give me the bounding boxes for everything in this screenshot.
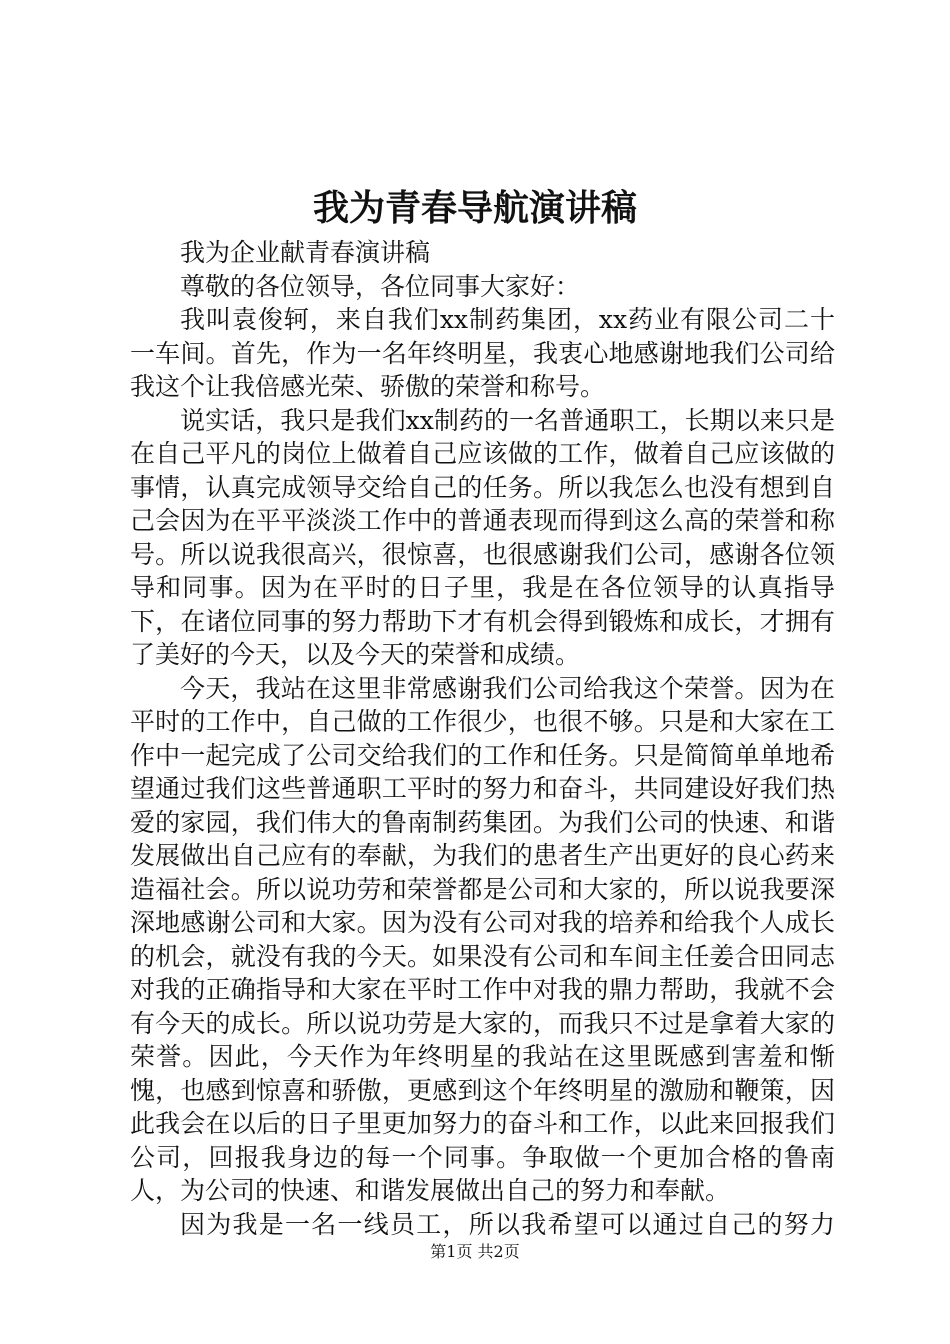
paragraph-subtitle: 我为企业献青春演讲稿 [180,238,431,267]
paragraph-greeting: 尊敬的各位领导，各位同事大家好： [180,271,581,301]
paragraph-introduction: 我叫袁俊轲，来自我们xx制药集团，xx药业有限公司二十一车间。首先，作为一名年终明星，我衷心地感谢地我们公司给我这个让我倍感光荣、骄傲的荣誉和称号。 [130,305,835,401]
paragraph-honesty: 说实话，我只是我们xx制药的一名普通职工，长期以来只是在自己平凡的岗位上做着自己应该做的工作，做着自己应该做的事情，认真完成领导交给自己的任务。所以我怎么也没有想到自己会因为在平平淡淡工作中的普通表现而得到这么高的荣誉和称号。所以说我很高兴，很惊喜，也很感谢我们公司，感谢各位领导和同事。因为在平时的日子里，我是在各位领导的认真指导下，在诸位同事的努力帮助下才有机会得到锻炼和成长，才拥有了美好的今天，以及今天的荣誉和成绩。 [130,405,835,669]
page-number: 第1页 共2页 [430,1242,520,1261]
document-title: 我为青春导航演讲稿 [312,187,637,229]
paragraph-continuation: 因为我是一名一线员工，所以我希望可以通过自己的努力 [180,1209,835,1239]
paragraph-gratitude: 今天，我站在这里非常感谢我们公司给我这个荣誉。因为在平时的工作中，自己做的工作很少，也很不够。只是和大家在工作中一起完成了公司交给我们的工作和任务。只是简简单单地希望通过我们这些普通职工平时的努力和奋斗，共同建设好我们热爱的家园，我们伟大的鲁南制药集团。为我们公司的快速、和谐发展做出自己应有的奉献，为我们的患者生产出更好的良心药来造福社会。所以说功劳和荣誉都是公司和大家的，所以说我要深深地感谢公司和大家。因为没有公司对我的培养和给我个人成长的机会，就没有我的今天。如果没有公司和车间主任姜合田同志对我的正确指导和大家在平时工作中对我的鼎力帮助，我就不会有今天的成长。所以说功劳是大家的，而我只不过是拿着大家的荣誉。因此，今天作为年终明星的我站在这里既感到害羞和惭愧，也感到惊喜和骄傲，更感到这个年终明星的激励和鞭策，因此我会在以后的日子里更加努力的奋斗和工作，以此来回报我们公司，回报我身边的每一个同事。争取做一个更加合格的鲁南人，为公司的快速、和谐发展做出自己的努力和奉献。 [130,673,835,1205]
document-body [130,236,835,1241]
